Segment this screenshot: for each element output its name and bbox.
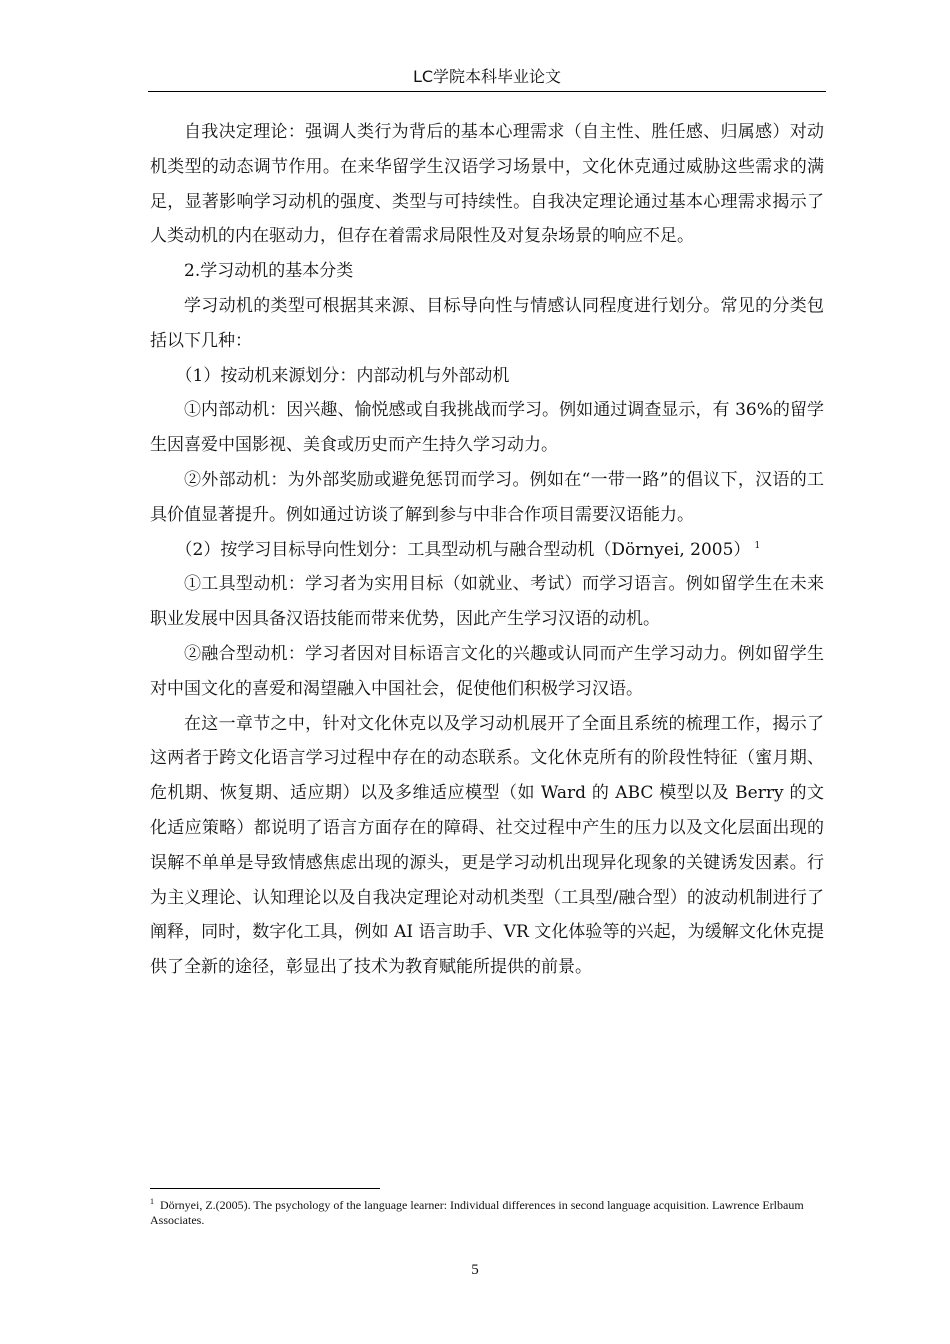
footnote-text: Dörnyei, Z.(2005). The psychology of the language learner: Individual differences in second language acquisition. Lawrence Erlbaum Associates.	[150, 1198, 804, 1227]
footnote-separator	[150, 1188, 380, 1189]
subheading-goal-orientation-text: （2）按学习目标导向性划分：工具型动机与融合型动机（Dörnyei, 2005）	[175, 539, 751, 560]
subheading-source: （1）按动机来源划分：内部动机与外部动机	[175, 365, 510, 386]
paragraph-integrative-motivation: ②融合型动机：学习者因对目标语言文化的兴趣或认同而产生学习动力。例如留学生对中国文化的喜爱和渴望融入中国社会，促使他们积极学习汉语。	[150, 643, 824, 699]
footnote	[150, 1198, 824, 1228]
paragraph-extrinsic-motivation: ②外部动机：为外部奖励或避免惩罚而学习。例如在“一带一路”的倡议下，汉语的工具价值显著提升。例如通过访谈了解到参与中非合作项目需要汉语能力。	[150, 469, 824, 525]
page-number: 5	[471, 1262, 479, 1278]
body-text	[150, 115, 824, 985]
paragraph-instrumental-motivation: ①工具型动机：学习者为实用目标（如就业、考试）而学习语言。例如留学生在未来职业发展中因具备汉语技能而带来优势，因此产生学习汉语的动机。	[150, 574, 824, 630]
section-heading-motivation-types: 2.学习动机的基本分类	[184, 261, 354, 282]
footnote-reference[interactable]: 1	[754, 540, 761, 551]
paragraph-chapter-summary: 在这一章节之中，针对文化休克以及学习动机展开了全面且系统的梳理工作，揭示了这两者于跨文化语言学习过程中存在的动态联系。文化休克所有的阶段性特征（蜜月期、危机期、恢复期、适应期）以及多维适应模型（如 Ward 的 ABC 模型以及 Berry 的文化适应策略）都说明了语言方面存在的障碍、社交过程中产生的压力以及文化层面出现的误解不单单是导致情感焦虑出现的源头，更是学习动机出现异化现象的关键诱发因素。行为主义理论、认知理论以及自我决定理论对动机类型（工具型/融合型）的波动机制进行了阐释，同时，数字化工具，例如 AI 语言助手、VR 文化体验等的兴起，为缓解文化休克提供了全新的途径，彰显出了技术为教育赋能所提供的前景。	[150, 713, 824, 978]
paragraph-self-determination: 自我决定理论：强调人类行为背后的基本心理需求（自主性、胜任感、归属感）对动机类型的动态调节作用。在来华留学生汉语学习场景中，文化休克通过威胁这些需求的满足，显著影响学习动机的强度、类型与可持续性。自我决定理论通过基本心理需求揭示了人类动机的内在驱动力，但存在着需求局限性及对复杂场景的响应不足。	[150, 122, 824, 247]
footnote-number: 1	[150, 1197, 154, 1206]
subheading-goal-orientation	[150, 533, 824, 568]
paragraph-classification-intro: 学习动机的类型可根据其来源、目标导向性与情感认同程度进行划分。常见的分类包括以下几种：	[150, 295, 824, 351]
page-header-title: LC学院本科毕业论文	[412, 67, 562, 86]
header-rule	[148, 91, 826, 92]
paragraph-intrinsic-motivation: ①内部动机：因兴趣、愉悦感或自我挑战而学习。例如通过调查显示，有 36%的留学生因喜爱中国影视、美食或历史而产生持久学习动力。	[150, 400, 824, 456]
